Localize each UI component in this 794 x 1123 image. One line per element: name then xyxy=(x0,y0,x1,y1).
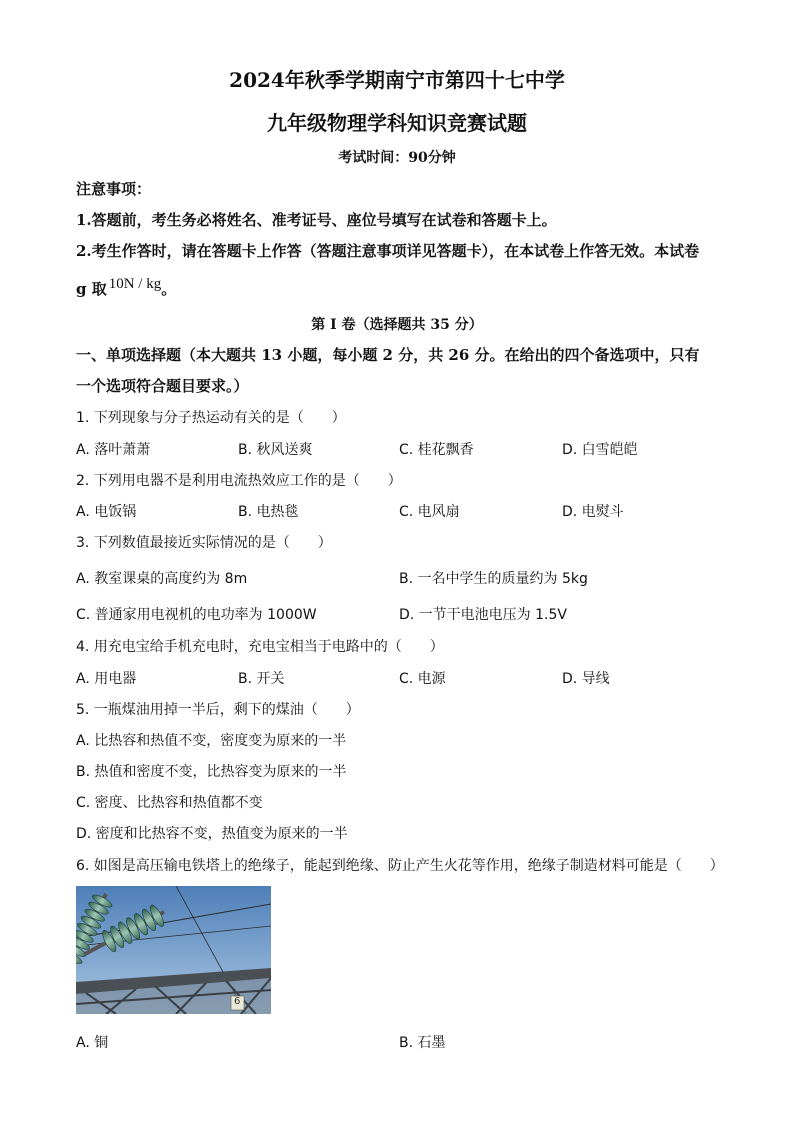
question-5-option-d: D. 密度和比热容不变，热值变为原来的一半 xyxy=(76,826,348,842)
question-1-stem: 1. 下列现象与分子热运动有关的是（ ） xyxy=(76,410,346,426)
insulator-photo xyxy=(76,886,271,1014)
tower-number-plate: 6 xyxy=(234,996,241,1007)
question-1-option-c: C. 桂花飘香 xyxy=(399,442,474,458)
question-6-option-a: A. 铜 xyxy=(76,1035,109,1051)
question-2-stem: 2. 下列用电器不是利用电流热效应工作的是（ ） xyxy=(76,473,402,489)
question-4-stem: 4. 用充电宝给手机充电时，充电宝相当于电路中的（ ） xyxy=(76,639,444,655)
question-4-option-d: D. 导线 xyxy=(562,671,610,687)
exam-title-line1: 2024年秋季学期南宁市第四十七中学 xyxy=(229,68,565,92)
question-4-option-c: C. 电源 xyxy=(399,671,446,687)
section-instruction-line1: 一、单项选择题（本大题共 13 小题，每小题 2 分，共 26 分。在给出的四个备选项中，只有 xyxy=(76,346,700,364)
question-3-stem: 3. 下列数值最接近实际情况的是（ ） xyxy=(76,535,332,551)
notes-heading: 注意事项： xyxy=(76,180,152,198)
question-5-option-c: C. 密度、比热容和热值都不变 xyxy=(76,795,263,811)
exam-time: 考试时间：90分钟 xyxy=(338,150,456,166)
question-3-option-b: B. 一名中学生的质量约为 5kg xyxy=(399,571,588,587)
g-value: 10N / kg xyxy=(108,276,162,292)
question-1-option-b: B. 秋风送爽 xyxy=(238,442,313,458)
question-2-option-d: D. 电熨斗 xyxy=(562,504,624,520)
question-3-option-d: D. 一节干电池电压为 1.5V xyxy=(399,607,567,623)
question-6-stem: 6. 如图是高压输电铁塔上的绝缘子，能起到绝缘、防止产生火花等作用，绝缘子制造材料可能是（ ） xyxy=(76,858,724,874)
section-title: 第 I 卷（选择题共 35 分） xyxy=(311,317,483,333)
notes-item-2-line2 xyxy=(76,272,177,298)
question-5-stem: 5. 一瓶煤油用掉一半后，剩下的煤油（ ） xyxy=(76,702,360,718)
section-instruction-line2: 一个选项符合题目要求。） xyxy=(76,377,249,395)
question-1-option-a: A. 落叶萧萧 xyxy=(76,442,151,458)
notes-item-1: 1.答题前，考生务必将姓名、准考证号、座位号填写在试卷和答题卡上。 xyxy=(76,211,557,229)
question-6-option-b: B. 石墨 xyxy=(399,1035,446,1051)
question-3-option-a: A. 教室课桌的高度约为 8m xyxy=(76,571,248,587)
question-2-option-a: A. 电饭锅 xyxy=(76,504,137,520)
notes-item-2-line1: 2.考生作答时，请在答题卡上作答（答题注意事项详见答题卡），在本试卷上作答无效。本试卷 xyxy=(76,242,700,260)
question-3-option-c: C. 普通家用电视机的电功率为 1000W xyxy=(76,607,317,623)
question-1-option-d: D. 白雪皑皑 xyxy=(562,442,638,458)
g-prefix: g 取 xyxy=(76,280,107,298)
question-4-option-a: A. 用电器 xyxy=(76,671,137,687)
question-5-option-a: A. 比热容和热值不变，密度变为原来的一半 xyxy=(76,733,347,749)
question-2-option-b: B. 电热毯 xyxy=(238,504,299,520)
question-5-option-b: B. 热值和密度不变，比热容变为原来的一半 xyxy=(76,764,347,780)
g-suffix: 。 xyxy=(161,280,177,298)
exam-title-line2: 九年级物理学科知识竞赛试题 xyxy=(267,111,527,135)
question-2-option-c: C. 电风扇 xyxy=(399,504,460,520)
question-4-option-b: B. 开关 xyxy=(238,671,285,687)
